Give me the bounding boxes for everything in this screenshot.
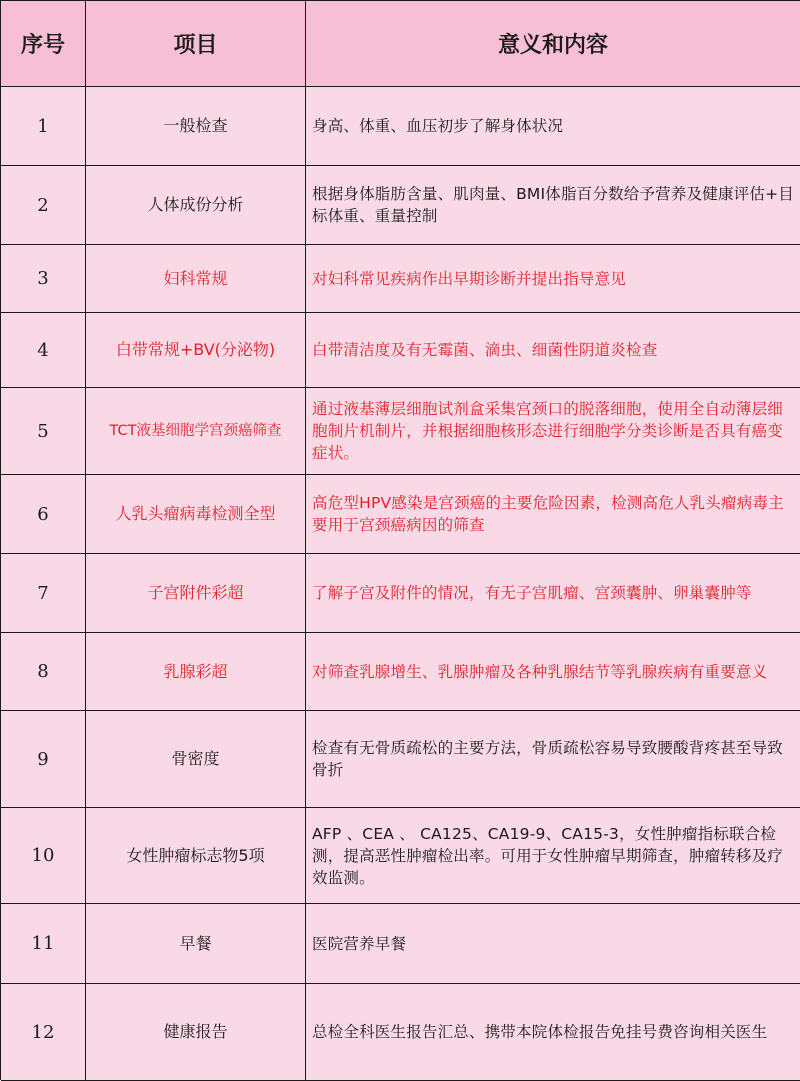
row-num: 12: [1, 984, 86, 1081]
table-row: [1, 984, 800, 1081]
header-desc: 意义和内容: [306, 1, 800, 87]
row-item: 人乳头瘤病毒检测全型: [86, 475, 306, 554]
row-num: 8: [1, 633, 86, 711]
table-row: [1, 245, 800, 313]
row-desc: 对筛查乳腺增生、乳腺肿瘤及各种乳腺结节等乳腺疾病有重要意义: [306, 633, 800, 711]
row-desc: 了解子宫及附件的情况，有无子宫肌瘤、宫颈囊肿、卵巢囊肿等: [306, 554, 800, 633]
row-num: 3: [1, 245, 86, 313]
row-item: 女性肿瘤标志物5项: [86, 808, 306, 904]
row-desc: 检查有无骨质疏松的主要方法，骨质疏松容易导致腰酸背疼甚至导致骨折: [306, 711, 800, 808]
row-desc: 白带清洁度及有无霉菌、滴虫、细菌性阴道炎检查: [306, 313, 800, 388]
table-row: [1, 633, 800, 711]
table-row: [1, 711, 800, 808]
row-num: 4: [1, 313, 86, 388]
row-num: 10: [1, 808, 86, 904]
row-desc: AFP 、CEA 、 CA125、CA19-9、CA15-3，女性肿瘤指标联合检测，提高恶性肿瘤检出率。可用于女性肿瘤早期筛查，肿瘤转移及疗效监测。: [306, 808, 800, 904]
table-row: [1, 87, 800, 166]
row-item: 健康报告: [86, 984, 306, 1081]
row-desc: 总检全科医生报告汇总、携带本院体检报告免挂号费咨询相关医生: [306, 984, 800, 1081]
table-row: [1, 388, 800, 475]
row-num: 1: [1, 87, 86, 166]
table-header-row: [1, 1, 800, 87]
row-desc: 身高、体重、血压初步了解身体状况: [306, 87, 800, 166]
row-num: 5: [1, 388, 86, 475]
row-desc: 根据身体脂肪含量、肌肉量、BMI体脂百分数给予营养及健康评估+目标体重、重量控制: [306, 166, 800, 245]
row-item: 骨密度: [86, 711, 306, 808]
header-num: 序号: [1, 1, 86, 87]
row-desc: 医院营养早餐: [306, 904, 800, 984]
table-row: [1, 475, 800, 554]
row-item: 乳腺彩超: [86, 633, 306, 711]
row-item: 早餐: [86, 904, 306, 984]
row-num: 11: [1, 904, 86, 984]
row-num: 2: [1, 166, 86, 245]
row-desc: 高危型HPV感染是宫颈癌的主要危险因素，检测高危人乳头瘤病毒主要用于宫颈癌病因的筛查: [306, 475, 800, 554]
table-row: [1, 313, 800, 388]
table-row: [1, 904, 800, 984]
row-item: 白带常规+BV(分泌物): [86, 313, 306, 388]
row-desc: 对妇科常见疾病作出早期诊断并提出指导意见: [306, 245, 800, 313]
row-item: 人体成份分析: [86, 166, 306, 245]
row-desc: 通过液基薄层细胞试剂盒采集宫颈口的脱落细胞，使用全自动薄层细胞制片机制片，并根据细胞核形态进行细胞学分类诊断是否具有癌变症状。: [306, 388, 800, 475]
row-item: 一般检查: [86, 87, 306, 166]
table-row: [1, 166, 800, 245]
row-item: TCT液基细胞学宫颈癌筛查: [86, 388, 306, 475]
row-num: 6: [1, 475, 86, 554]
table-row: [1, 554, 800, 633]
row-num: 7: [1, 554, 86, 633]
header-item: 项目: [86, 1, 306, 87]
row-num: 9: [1, 711, 86, 808]
row-item: 妇科常规: [86, 245, 306, 313]
row-item: 子宫附件彩超: [86, 554, 306, 633]
table-row: [1, 808, 800, 904]
